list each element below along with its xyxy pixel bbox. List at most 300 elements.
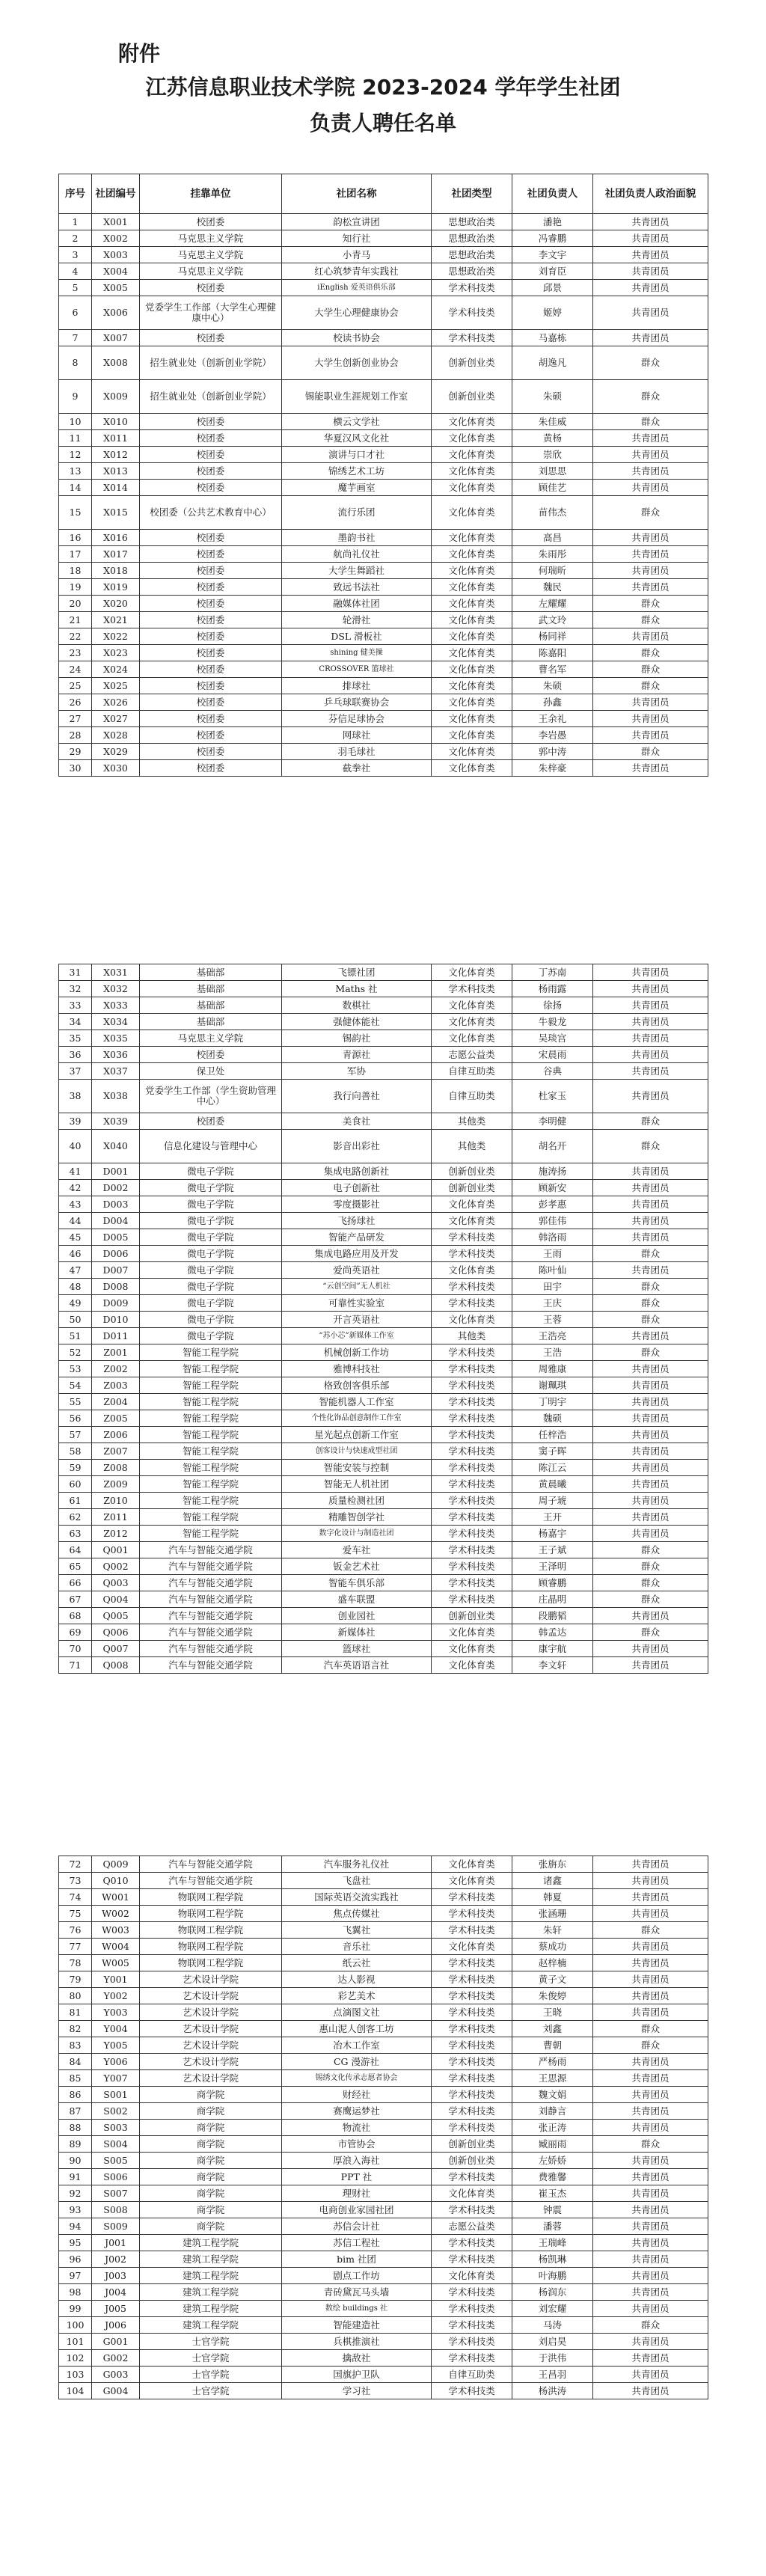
- cell-unit: 士官学院: [140, 2334, 282, 2350]
- cell-index: 29: [59, 744, 92, 760]
- cell-unit: 士官学院: [140, 2367, 282, 2383]
- cell-index: 2: [59, 230, 92, 247]
- table-row: [59, 2169, 708, 2185]
- cell-club-id: X031: [92, 964, 140, 981]
- cell-club-type: 学术科技类: [432, 1427, 512, 1443]
- cell-club-name: 盛车联盟: [282, 1591, 432, 1608]
- cell-club-name: DSL 滑板社: [282, 628, 432, 645]
- cell-political-status: 共青团员: [593, 1410, 708, 1427]
- cell-club-name: 剧点工作坊: [282, 2268, 432, 2284]
- cell-leader: 冯睿鹏: [512, 230, 593, 247]
- cell-unit: 艺术设计学院: [140, 2004, 282, 2021]
- cell-political-status: 共青团员: [593, 230, 708, 247]
- table-row: [59, 496, 708, 530]
- cell-unit: 基础部: [140, 964, 282, 981]
- cell-political-status: 共青团员: [593, 1262, 708, 1279]
- cell-leader: 曹朝: [512, 2037, 593, 2054]
- cell-club-name: 厚浪入海社: [282, 2153, 432, 2169]
- cell-political-status: 共青团员: [593, 463, 708, 480]
- cell-club-type: 学术科技类: [432, 1558, 512, 1575]
- cell-political-status: 群众: [593, 1113, 708, 1130]
- cell-political-status: 共青团员: [593, 1180, 708, 1196]
- cell-leader: 朱硕: [512, 678, 593, 694]
- cell-political-status: 共青团员: [593, 480, 708, 496]
- cell-club-id: G002: [92, 2350, 140, 2367]
- cell-club-type: 思想政治类: [432, 247, 512, 263]
- header-leader: 社团负责人: [512, 174, 593, 214]
- cell-club-type: 学术科技类: [432, 2383, 512, 2399]
- cell-club-name: 钣金艺术社: [282, 1558, 432, 1575]
- cell-club-id: Y003: [92, 2004, 140, 2021]
- cell-club-id: Q006: [92, 1624, 140, 1641]
- cell-club-id: J002: [92, 2251, 140, 2268]
- cell-political-status: 群众: [593, 645, 708, 661]
- cell-club-type: 文化体育类: [432, 661, 512, 678]
- cell-unit: 商学院: [140, 2087, 282, 2103]
- cell-club-id: X004: [92, 263, 140, 280]
- cell-club-id: Z001: [92, 1344, 140, 1361]
- cell-club-type: 学术科技类: [432, 2202, 512, 2218]
- table-row: [59, 1493, 708, 1509]
- table-row: [59, 380, 708, 414]
- cell-political-status: 共青团员: [593, 2202, 708, 2218]
- table-row: [59, 1889, 708, 1906]
- cell-club-type: 文化体育类: [432, 612, 512, 628]
- cell-club-type: 文化体育类: [432, 579, 512, 596]
- cell-leader: 叶海鹏: [512, 2268, 593, 2284]
- table-row: [59, 447, 708, 463]
- cell-index: 101: [59, 2334, 92, 2350]
- cell-index: 102: [59, 2350, 92, 2367]
- cell-club-type: 文化体育类: [432, 645, 512, 661]
- cell-club-id: W005: [92, 1955, 140, 1971]
- cell-index: 92: [59, 2185, 92, 2202]
- cell-leader: 施涛扬: [512, 1163, 593, 1180]
- cell-unit: 智能工程学院: [140, 1344, 282, 1361]
- cell-club-id: D003: [92, 1196, 140, 1213]
- cell-political-status: 共青团员: [593, 2383, 708, 2399]
- cell-unit: 微电子学院: [140, 1196, 282, 1213]
- cell-political-status: 共青团员: [593, 1229, 708, 1246]
- cell-unit: 微电子学院: [140, 1312, 282, 1328]
- table-row: [59, 2120, 708, 2136]
- cell-club-name: 纸云社: [282, 1955, 432, 1971]
- cell-club-type: 思想政治类: [432, 230, 512, 247]
- cell-club-name: 兵棋推演社: [282, 2334, 432, 2350]
- cell-club-type: 文化体育类: [432, 1856, 512, 1873]
- cell-unit: 微电子学院: [140, 1163, 282, 1180]
- cell-unit: 校团委: [140, 214, 282, 230]
- cell-club-id: Z009: [92, 1476, 140, 1493]
- cell-club-type: 学术科技类: [432, 2054, 512, 2070]
- cell-leader: 周子琥: [512, 1493, 593, 1509]
- cell-club-type: 创新创业类: [432, 1163, 512, 1180]
- cell-unit: 商学院: [140, 2103, 282, 2120]
- table-row: [59, 247, 708, 263]
- cell-leader: 武文玲: [512, 612, 593, 628]
- cell-leader: 朱梓豪: [512, 760, 593, 777]
- cell-club-id: X027: [92, 711, 140, 727]
- cell-political-status: 共青团员: [593, 2367, 708, 2383]
- cell-political-status: 共青团员: [593, 214, 708, 230]
- cell-club-name: 数棋社: [282, 997, 432, 1014]
- table-row: [59, 1262, 708, 1279]
- cell-index: 28: [59, 727, 92, 744]
- cell-club-id: D005: [92, 1229, 140, 1246]
- cell-club-type: 学术科技类: [432, 1526, 512, 1542]
- cell-index: 67: [59, 1591, 92, 1608]
- cell-unit: 汽车与智能交通学院: [140, 1873, 282, 1889]
- cell-unit: 校团委: [140, 645, 282, 661]
- cell-index: 84: [59, 2054, 92, 2070]
- cell-club-name: iEnglish 爱英语俱乐部: [282, 280, 432, 296]
- cell-unit: 信息化建设与管理中心: [140, 1130, 282, 1163]
- table-row: [59, 1279, 708, 1295]
- cell-club-name: 新媒体社: [282, 1624, 432, 1641]
- cell-club-id: Z008: [92, 1460, 140, 1476]
- cell-leader: 韩夏: [512, 1889, 593, 1906]
- cell-club-id: Q003: [92, 1575, 140, 1591]
- cell-unit: 校团委: [140, 579, 282, 596]
- cell-club-name: 爱尚英语社: [282, 1262, 432, 1279]
- cell-index: 58: [59, 1443, 92, 1460]
- cell-club-name: 魔芋画室: [282, 480, 432, 496]
- table-row: [59, 981, 708, 997]
- cell-club-type: 文化体育类: [432, 2185, 512, 2202]
- cell-leader: 刘思思: [512, 463, 593, 480]
- cell-club-type: 学术科技类: [432, 2087, 512, 2103]
- table-row: [59, 263, 708, 280]
- cell-leader: 韩洛雨: [512, 1229, 593, 1246]
- cell-political-status: 共青团员: [593, 1873, 708, 1889]
- cell-club-type: 学术科技类: [432, 981, 512, 997]
- cell-club-name: bim 社团: [282, 2251, 432, 2268]
- cell-club-id: Q004: [92, 1591, 140, 1608]
- cell-political-status: 群众: [593, 1246, 708, 1262]
- header-club-id: 社团编号: [92, 174, 140, 214]
- cell-club-type: 学术科技类: [432, 1509, 512, 1526]
- cell-leader: 吴琰宫: [512, 1030, 593, 1047]
- cell-political-status: 群众: [593, 2021, 708, 2037]
- header-political-status: 社团负责人政治面貌: [593, 174, 708, 214]
- table-row: [59, 1361, 708, 1377]
- cell-index: 75: [59, 1906, 92, 1922]
- cell-unit: 校团委: [140, 1047, 282, 1063]
- cell-index: 44: [59, 1213, 92, 1229]
- cell-unit: 微电子学院: [140, 1213, 282, 1229]
- cell-club-type: 学术科技类: [432, 1279, 512, 1295]
- cell-unit: 智能工程学院: [140, 1410, 282, 1427]
- cell-political-status: 共青团员: [593, 1476, 708, 1493]
- cell-club-name: 红心筑梦青年实践社: [282, 263, 432, 280]
- cell-club-id: X037: [92, 1063, 140, 1080]
- cell-club-name: 飞盘社: [282, 1873, 432, 1889]
- cell-club-name: 汽车英语语言社: [282, 1657, 432, 1674]
- cell-club-type: 文化体育类: [432, 1196, 512, 1213]
- cell-political-status: 群众: [593, 1295, 708, 1312]
- cell-leader: 彭孝惠: [512, 1196, 593, 1213]
- cell-unit: 汽车与智能交通学院: [140, 1641, 282, 1657]
- cell-club-id: X019: [92, 579, 140, 596]
- cell-leader: 刘静言: [512, 2103, 593, 2120]
- cell-unit: 微电子学院: [140, 1295, 282, 1312]
- cell-club-id: Z004: [92, 1394, 140, 1410]
- cell-unit: 微电子学院: [140, 1246, 282, 1262]
- cell-political-status: 共青团员: [593, 1047, 708, 1063]
- table-row: [59, 579, 708, 596]
- table-row: [59, 2284, 708, 2301]
- cell-index: 52: [59, 1344, 92, 1361]
- cell-club-id: Q008: [92, 1657, 140, 1674]
- cell-club-id: D009: [92, 1295, 140, 1312]
- cell-club-id: S001: [92, 2087, 140, 2103]
- cell-unit: 汽车与智能交通学院: [140, 1856, 282, 1873]
- cell-club-id: Z012: [92, 1526, 140, 1542]
- cell-political-status: 共青团员: [593, 2334, 708, 2350]
- cell-political-status: 共青团员: [593, 296, 708, 330]
- cell-leader: 张涵珊: [512, 1906, 593, 1922]
- header-club-type: 社团类型: [432, 174, 512, 214]
- cell-club-id: X025: [92, 678, 140, 694]
- cell-club-name: 可靠性实验室: [282, 1295, 432, 1312]
- cell-unit: 校团委: [140, 330, 282, 346]
- cell-political-status: 共青团员: [593, 2235, 708, 2251]
- cell-index: 56: [59, 1410, 92, 1427]
- cell-club-name: 飞翼社: [282, 1922, 432, 1939]
- cell-unit: 保卫处: [140, 1063, 282, 1080]
- cell-unit: 艺术设计学院: [140, 2037, 282, 2054]
- table-row: [59, 1229, 708, 1246]
- table-row: [59, 1641, 708, 1657]
- table-row: [59, 346, 708, 380]
- cell-unit: 基础部: [140, 997, 282, 1014]
- table-row: [59, 1328, 708, 1344]
- roster-table-part-1: [58, 174, 708, 777]
- cell-club-id: S005: [92, 2153, 140, 2169]
- cell-index: 9: [59, 380, 92, 414]
- cell-club-type: 文化体育类: [432, 447, 512, 463]
- cell-unit: 微电子学院: [140, 1328, 282, 1344]
- cell-leader: 窦子晖: [512, 1443, 593, 1460]
- cell-index: 30: [59, 760, 92, 777]
- cell-club-type: 其他类: [432, 1328, 512, 1344]
- cell-club-id: J006: [92, 2317, 140, 2334]
- cell-club-name: 飞扬球社: [282, 1213, 432, 1229]
- cell-index: 27: [59, 711, 92, 727]
- cell-club-name: 达人影视: [282, 1971, 432, 1988]
- cell-club-id: Y001: [92, 1971, 140, 1988]
- table-row: [59, 1856, 708, 1873]
- cell-club-id: X020: [92, 596, 140, 612]
- cell-club-type: 文化体育类: [432, 546, 512, 563]
- cell-club-id: D001: [92, 1163, 140, 1180]
- cell-political-status: 群众: [593, 1575, 708, 1591]
- cell-club-name: 大学生心理健康协会: [282, 296, 432, 330]
- cell-unit: 物联网工程学院: [140, 1922, 282, 1939]
- cell-club-type: 学术科技类: [432, 2004, 512, 2021]
- cell-club-name: 小青马: [282, 247, 432, 263]
- cell-leader: 刘鑫: [512, 2021, 593, 2037]
- cell-club-id: X036: [92, 1047, 140, 1063]
- cell-club-id: Q007: [92, 1641, 140, 1657]
- cell-index: 26: [59, 694, 92, 711]
- cell-club-type: 文化体育类: [432, 964, 512, 981]
- cell-unit: 微电子学院: [140, 1229, 282, 1246]
- cell-club-type: 学术科技类: [432, 1394, 512, 1410]
- cell-club-id: X002: [92, 230, 140, 247]
- cell-unit: 汽车与智能交通学院: [140, 1608, 282, 1624]
- cell-unit: 士官学院: [140, 2350, 282, 2367]
- cell-unit: 汽车与智能交通学院: [140, 1575, 282, 1591]
- cell-political-status: 群众: [593, 1558, 708, 1575]
- cell-unit: 校团委: [140, 694, 282, 711]
- cell-unit: 建筑工程学院: [140, 2251, 282, 2268]
- cell-political-status: 共青团员: [593, 1196, 708, 1213]
- table-row: [59, 1955, 708, 1971]
- cell-political-status: 共青团员: [593, 1493, 708, 1509]
- cell-club-type: 自律互助类: [432, 2367, 512, 2383]
- cell-leader: 马涛: [512, 2317, 593, 2334]
- cell-index: 88: [59, 2120, 92, 2136]
- cell-index: 61: [59, 1493, 92, 1509]
- cell-index: 104: [59, 2383, 92, 2399]
- cell-political-status: 共青团员: [593, 1030, 708, 1047]
- table-row: [59, 546, 708, 563]
- cell-club-id: X033: [92, 997, 140, 1014]
- cell-club-id: S006: [92, 2169, 140, 2185]
- cell-club-type: 文化体育类: [432, 997, 512, 1014]
- cell-index: 93: [59, 2202, 92, 2218]
- cell-club-name: 大学生舞蹈社: [282, 563, 432, 579]
- cell-index: 79: [59, 1971, 92, 1988]
- cell-club-name: 开言英语社: [282, 1312, 432, 1328]
- cell-club-id: W003: [92, 1922, 140, 1939]
- cell-club-id: X016: [92, 530, 140, 546]
- cell-club-type: 文化体育类: [432, 1657, 512, 1674]
- cell-club-type: 学术科技类: [432, 1591, 512, 1608]
- table-row: [59, 1394, 708, 1410]
- cell-club-type: 学术科技类: [432, 2120, 512, 2136]
- cell-unit: 智能工程学院: [140, 1526, 282, 1542]
- cell-club-id: X028: [92, 727, 140, 744]
- cell-political-status: 共青团员: [593, 2169, 708, 2185]
- cell-club-name: 物流社: [282, 2120, 432, 2136]
- cell-club-name: 美食社: [282, 1113, 432, 1130]
- cell-index: 33: [59, 997, 92, 1014]
- table-row: [59, 230, 708, 247]
- cell-leader: 胡名开: [512, 1130, 593, 1163]
- cell-club-type: 学术科技类: [432, 2350, 512, 2367]
- cell-index: 25: [59, 678, 92, 694]
- cell-leader: 李文宇: [512, 247, 593, 263]
- cell-index: 55: [59, 1394, 92, 1410]
- cell-index: 64: [59, 1542, 92, 1558]
- document-title: 江苏信息职业技术学院 2023-2024 学年学生社团: [145, 75, 621, 100]
- table-row: [59, 1526, 708, 1542]
- cell-leader: 马嘉栋: [512, 330, 593, 346]
- cell-index: 97: [59, 2268, 92, 2284]
- cell-club-id: X040: [92, 1130, 140, 1163]
- cell-political-status: 共青团员: [593, 1509, 708, 1526]
- cell-club-id: X017: [92, 546, 140, 563]
- cell-unit: 校团委: [140, 661, 282, 678]
- cell-club-type: 文化体育类: [432, 1213, 512, 1229]
- cell-club-name: 韵松宣讲团: [282, 214, 432, 230]
- cell-index: 16: [59, 530, 92, 546]
- cell-index: 34: [59, 1014, 92, 1030]
- cell-club-name: “云创空间”无人机社: [282, 1279, 432, 1295]
- cell-unit: 校团委: [140, 612, 282, 628]
- cell-club-type: 文化体育类: [432, 727, 512, 744]
- cell-unit: 微电子学院: [140, 1180, 282, 1196]
- table-row: [59, 430, 708, 447]
- cell-club-name: 爱车社: [282, 1542, 432, 1558]
- cell-political-status: 群众: [593, 2317, 708, 2334]
- cell-club-name: 财经社: [282, 2087, 432, 2103]
- cell-leader: 潘艳: [512, 214, 593, 230]
- cell-leader: 于洪伟: [512, 2350, 593, 2367]
- table-row: [59, 1080, 708, 1113]
- cell-club-id: X012: [92, 447, 140, 463]
- cell-club-id: X032: [92, 981, 140, 997]
- cell-leader: 王昌羽: [512, 2367, 593, 2383]
- cell-unit: 商学院: [140, 2169, 282, 2185]
- cell-index: 91: [59, 2169, 92, 2185]
- cell-index: 89: [59, 2136, 92, 2153]
- cell-political-status: 共青团员: [593, 1856, 708, 1873]
- table-row: [59, 1163, 708, 1180]
- cell-club-name: 雅博科技社: [282, 1361, 432, 1377]
- cell-political-status: 群众: [593, 414, 708, 430]
- cell-index: 50: [59, 1312, 92, 1328]
- cell-leader: 黄晨曦: [512, 1476, 593, 1493]
- cell-leader: 魏硕: [512, 1410, 593, 1427]
- cell-club-id: J003: [92, 2268, 140, 2284]
- cell-index: 53: [59, 1361, 92, 1377]
- cell-club-name: 强健体能社: [282, 1014, 432, 1030]
- cell-club-name: 音乐社: [282, 1939, 432, 1955]
- cell-unit: 智能工程学院: [140, 1427, 282, 1443]
- cell-club-name: 流行乐团: [282, 496, 432, 530]
- table-row: [59, 2301, 708, 2317]
- cell-index: 23: [59, 645, 92, 661]
- cell-leader: 张旃东: [512, 1856, 593, 1873]
- cell-unit: 智能工程学院: [140, 1443, 282, 1460]
- cell-leader: 王余礼: [512, 711, 593, 727]
- cell-club-type: 学术科技类: [432, 1295, 512, 1312]
- table-row: [59, 628, 708, 645]
- cell-index: 94: [59, 2218, 92, 2235]
- cell-index: 17: [59, 546, 92, 563]
- table-row: [59, 280, 708, 296]
- cell-club-id: X021: [92, 612, 140, 628]
- cell-leader: 杨同祥: [512, 628, 593, 645]
- cell-club-id: X023: [92, 645, 140, 661]
- cell-leader: 周雅康: [512, 1361, 593, 1377]
- table-row: [59, 1657, 708, 1674]
- cell-club-id: X024: [92, 661, 140, 678]
- cell-club-name: 航尚礼仪社: [282, 546, 432, 563]
- cell-club-type: 文化体育类: [432, 596, 512, 612]
- cell-leader: 顾新安: [512, 1180, 593, 1196]
- cell-club-type: 思想政治类: [432, 214, 512, 230]
- cell-unit: 校团委（公共艺术教育中心）: [140, 496, 282, 530]
- cell-club-type: 志愿公益类: [432, 2218, 512, 2235]
- cell-club-id: Y006: [92, 2054, 140, 2070]
- cell-leader: 杨洪涛: [512, 2383, 593, 2399]
- table-row: [59, 964, 708, 981]
- cell-unit: 校团委: [140, 414, 282, 430]
